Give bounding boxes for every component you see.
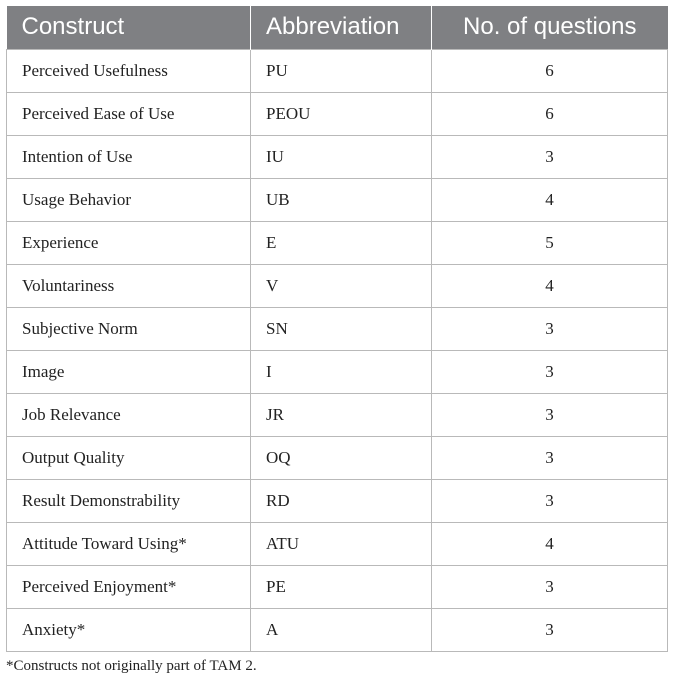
- cell-abbreviation: I: [251, 350, 432, 393]
- table-row: [7, 479, 668, 522]
- cell-abbreviation: A: [251, 608, 432, 651]
- cell-questions: 4: [432, 178, 668, 221]
- table-row: [7, 608, 668, 651]
- cell-questions: 3: [432, 436, 668, 479]
- cell-abbreviation: V: [251, 264, 432, 307]
- table-row: [7, 264, 668, 307]
- cell-construct: Subjective Norm: [7, 307, 251, 350]
- cell-construct: Anxiety*: [7, 608, 251, 651]
- cell-questions: 4: [432, 264, 668, 307]
- cell-construct: Job Relevance: [7, 393, 251, 436]
- cell-construct: Attitude Toward Using*: [7, 522, 251, 565]
- table-container: [6, 6, 667, 652]
- cell-construct: Perceived Enjoyment*: [7, 565, 251, 608]
- cell-construct: Perceived Usefulness: [7, 49, 251, 92]
- cell-questions: 4: [432, 522, 668, 565]
- header-construct: Construct: [7, 6, 251, 49]
- table-row: [7, 221, 668, 264]
- cell-questions: 3: [432, 608, 668, 651]
- table-row: [7, 307, 668, 350]
- cell-abbreviation: ATU: [251, 522, 432, 565]
- cell-questions: 3: [432, 565, 668, 608]
- cell-abbreviation: SN: [251, 307, 432, 350]
- cell-questions: 3: [432, 393, 668, 436]
- table-row: [7, 565, 668, 608]
- cell-questions: 5: [432, 221, 668, 264]
- cell-construct: Usage Behavior: [7, 178, 251, 221]
- cell-abbreviation: PEOU: [251, 92, 432, 135]
- table-header: [7, 6, 668, 49]
- cell-abbreviation: E: [251, 221, 432, 264]
- cell-construct: Image: [7, 350, 251, 393]
- table-body: [7, 49, 668, 651]
- cell-questions: 3: [432, 350, 668, 393]
- table-row: [7, 393, 668, 436]
- table-row: [7, 49, 668, 92]
- cell-questions: 6: [432, 49, 668, 92]
- cell-construct: Intention of Use: [7, 135, 251, 178]
- table-row: [7, 350, 668, 393]
- cell-construct: Voluntariness: [7, 264, 251, 307]
- table-row: [7, 92, 668, 135]
- cell-questions: 3: [432, 307, 668, 350]
- table-footnote: *Constructs not originally part of TAM 2.: [6, 658, 257, 674]
- cell-questions: 6: [432, 92, 668, 135]
- cell-abbreviation: IU: [251, 135, 432, 178]
- header-no-of-questions: No. of questions: [432, 6, 668, 49]
- cell-questions: 3: [432, 135, 668, 178]
- cell-abbreviation: PU: [251, 49, 432, 92]
- table-row: [7, 178, 668, 221]
- table-row: [7, 522, 668, 565]
- header-row: [7, 6, 668, 49]
- cell-abbreviation: PE: [251, 565, 432, 608]
- cell-construct: Experience: [7, 221, 251, 264]
- header-abbreviation: Abbreviation: [251, 6, 432, 49]
- cell-abbreviation: JR: [251, 393, 432, 436]
- cell-abbreviation: RD: [251, 479, 432, 522]
- cell-construct: Result Demonstrability: [7, 479, 251, 522]
- table-row: [7, 135, 668, 178]
- cell-abbreviation: OQ: [251, 436, 432, 479]
- cell-abbreviation: UB: [251, 178, 432, 221]
- constructs-table: [6, 6, 668, 652]
- cell-construct: Output Quality: [7, 436, 251, 479]
- cell-questions: 3: [432, 479, 668, 522]
- cell-construct: Perceived Ease of Use: [7, 92, 251, 135]
- table-row: [7, 436, 668, 479]
